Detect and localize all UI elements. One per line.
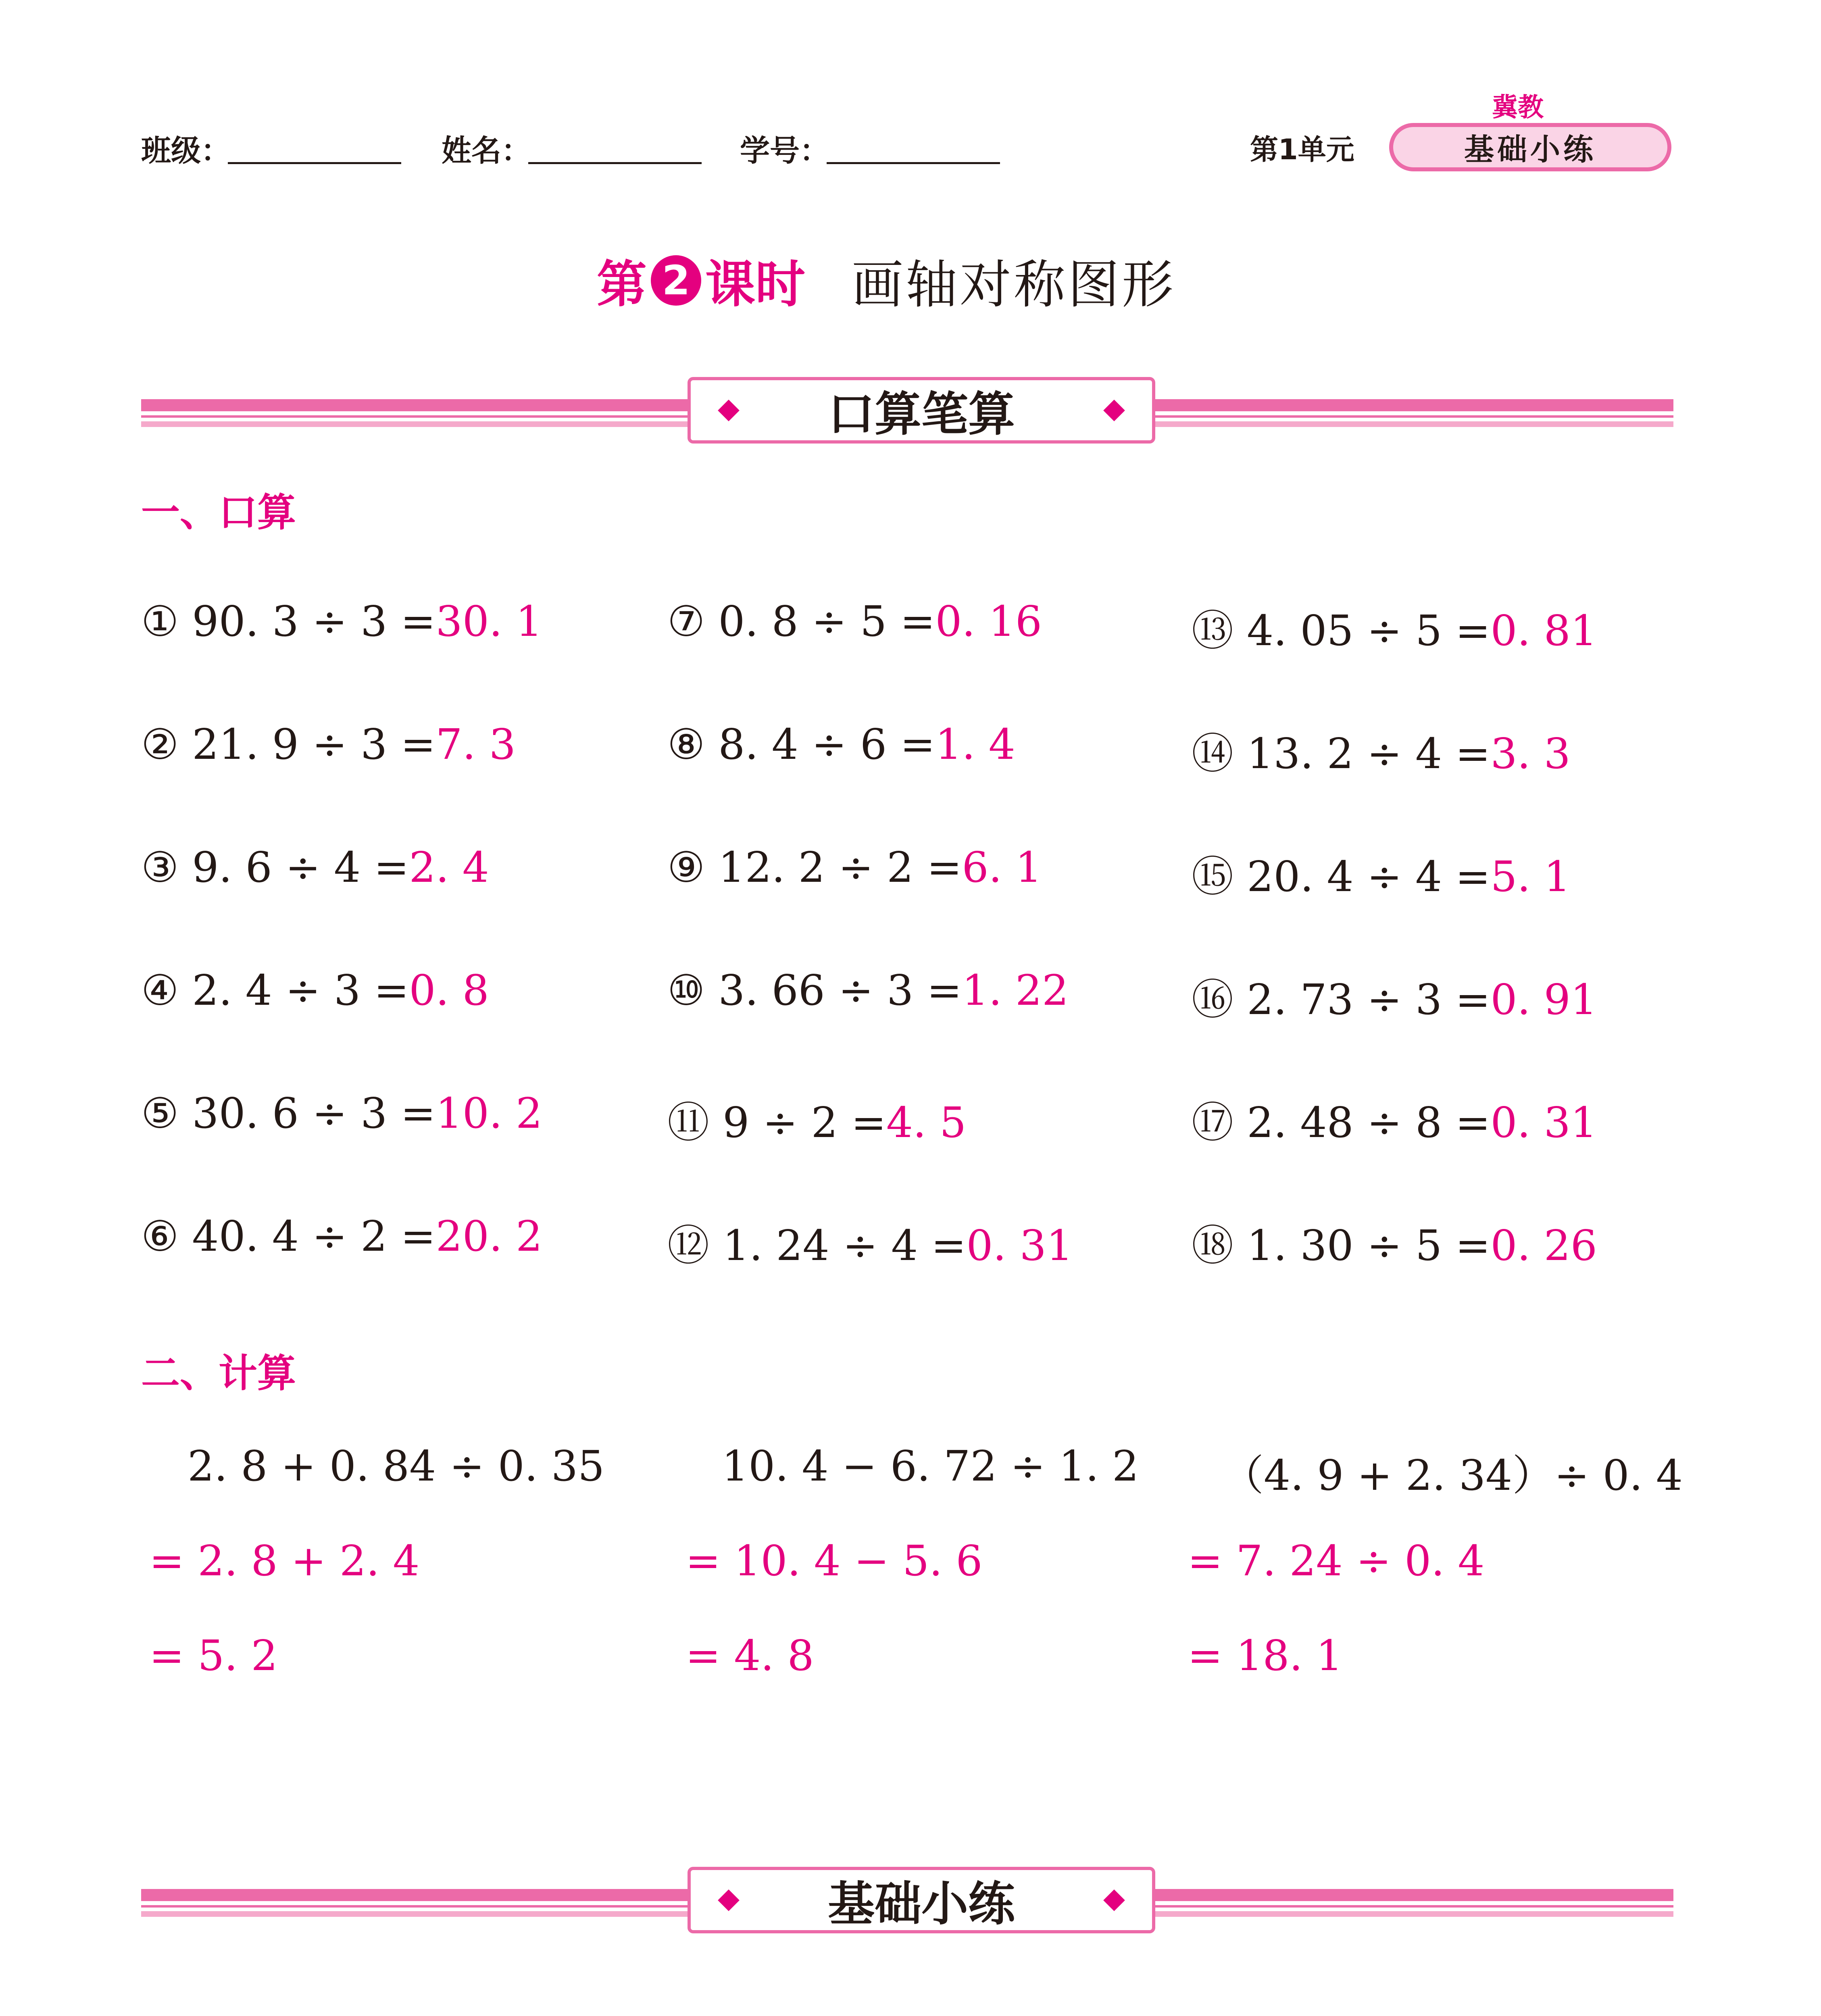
calc-step: = 5. 2 xyxy=(149,1631,278,1680)
problem-item: ⑩ 3. 66 ÷ 3 =1. 22 xyxy=(667,966,1069,1015)
unit-label: 第1单元 xyxy=(1250,133,1354,166)
publisher-label: 冀教 xyxy=(1492,93,1544,123)
problem-item: ② 21. 9 ÷ 3 =7. 3 xyxy=(141,720,516,769)
name-label: 姓名： xyxy=(442,133,531,168)
calc-step: = 2. 8 + 2. 4 xyxy=(149,1536,420,1585)
problem-item: ⑯ 2. 73 ÷ 3 =0. 91 xyxy=(1192,975,1597,1024)
diamond-icon xyxy=(718,1889,740,1911)
calc-heading: 二、计算 xyxy=(141,1351,296,1396)
problem-item: ⑮ 20. 4 ÷ 4 =5. 1 xyxy=(1192,852,1571,901)
problem-item: ⑭ 13. 2 ÷ 4 =3. 3 xyxy=(1192,729,1571,778)
calc-expression: 10. 4 − 6. 72 ÷ 1. 2 xyxy=(722,1441,1139,1491)
problem-item: ⑨ 12. 2 ÷ 2 =6. 1 xyxy=(667,843,1042,892)
problem-item: ⑥ 40. 4 ÷ 2 =20. 2 xyxy=(141,1212,543,1261)
problem-item: ③ 9. 6 ÷ 4 =2. 4 xyxy=(141,843,489,892)
calc-step: = 4. 8 xyxy=(685,1631,814,1680)
lesson-number-badge: 2 xyxy=(651,255,701,306)
student-id-blank xyxy=(827,162,1000,164)
diamond-icon xyxy=(1103,1889,1125,1911)
student-id-label: 学号： xyxy=(740,133,829,168)
problem-item: ⑤ 30. 6 ÷ 3 =10. 2 xyxy=(141,1089,543,1138)
problem-item: ④ 2. 4 ÷ 3 =0. 8 xyxy=(141,966,489,1015)
problem-item: ⑫ 1. 24 ÷ 4 =0. 31 xyxy=(667,1221,1073,1270)
problem-item: ⑰ 2. 48 ÷ 8 =0. 31 xyxy=(1192,1098,1597,1147)
problem-item: ⑱ 1. 30 ÷ 5 =0. 26 xyxy=(1192,1221,1597,1270)
section-banner-oral xyxy=(688,377,1155,444)
problem-item: ⑬ 4. 05 ÷ 5 =0. 81 xyxy=(1192,606,1597,655)
section-banner-practice xyxy=(688,1867,1155,1933)
problem-item: ⑧ 8. 4 ÷ 6 =1. 4 xyxy=(667,720,1015,769)
series-badge: 基础小练 xyxy=(1389,123,1671,171)
page-title xyxy=(597,246,1176,314)
lesson-topic: 画轴对称图形 xyxy=(852,255,1176,315)
title-suffix: 课时 xyxy=(705,256,806,314)
title-prefix: 第 xyxy=(597,256,647,314)
calc-expression: 2. 8 + 0. 84 ÷ 0. 35 xyxy=(188,1441,605,1491)
name-blank xyxy=(528,162,702,164)
task-question xyxy=(143,2010,806,2016)
class-label: 班级： xyxy=(141,133,231,168)
calc-step: = 18. 1 xyxy=(1188,1631,1343,1680)
diamond-icon xyxy=(1103,400,1125,421)
class-blank xyxy=(228,162,401,164)
problem-item: ⑦ 0. 8 ÷ 5 =0. 16 xyxy=(667,597,1042,646)
calc-expression: （4. 9 + 2. 34）÷ 0. 4 xyxy=(1222,1451,1683,1500)
calc-step: = 10. 4 − 5. 6 xyxy=(685,1536,983,1585)
section-banner-title: 基础小练 xyxy=(828,1877,1015,1931)
diamond-icon xyxy=(718,400,740,421)
oral-heading: 一、口算 xyxy=(141,490,296,535)
problem-item: ① 90. 3 ÷ 3 =30. 1 xyxy=(141,597,543,646)
section-banner-title: 口算笔算 xyxy=(828,387,1015,442)
problem-item: ⑪ 9 ÷ 2 =4. 5 xyxy=(667,1098,967,1147)
calc-step: = 7. 24 ÷ 0. 4 xyxy=(1188,1536,1485,1585)
